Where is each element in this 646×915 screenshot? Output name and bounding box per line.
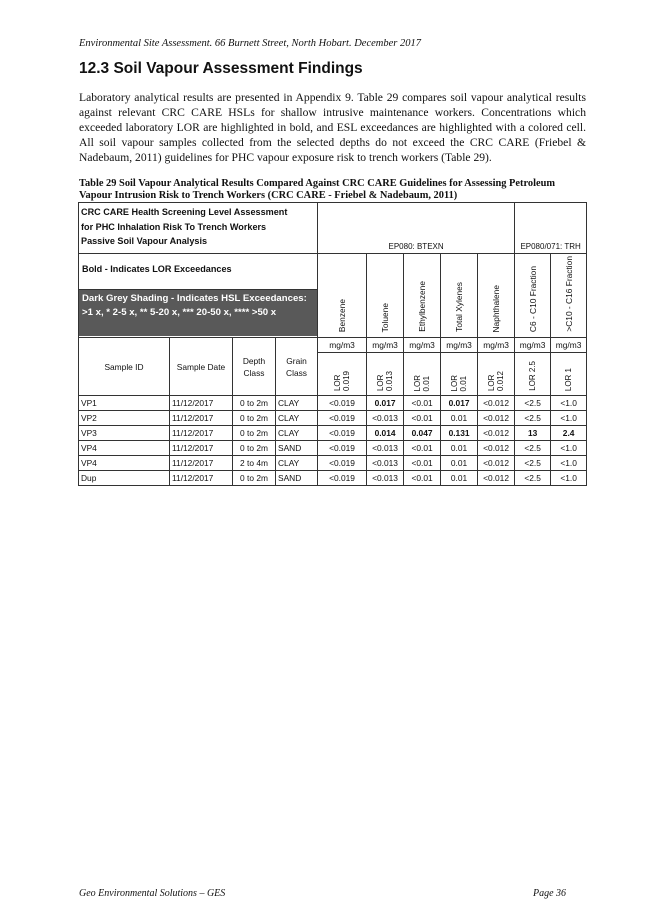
result-value-cell: <0.019 (318, 426, 367, 441)
analyte-label: Ethylbenzene (417, 281, 428, 332)
soil-vapour-results-table (78, 202, 587, 486)
result-value-cell: <1.0 (551, 456, 587, 471)
lor-cell (441, 353, 478, 396)
depth-class-cell: 0 to 2m (233, 471, 276, 486)
shading-note (79, 290, 317, 336)
table-row (79, 441, 587, 456)
result-value-cell: <0.013 (367, 471, 404, 486)
result-value-cell: <0.019 (318, 396, 367, 411)
result-value-cell: 0.014 (367, 426, 404, 441)
assessment-title-line2: for PHC Inhalation Risk To Trench Workers (81, 221, 267, 232)
analyte-header (441, 254, 478, 338)
result-value-cell: <0.01 (404, 441, 441, 456)
result-value-cell: 0.017 (367, 396, 404, 411)
result-value-cell: <1.0 (551, 471, 587, 486)
result-value-cell: <0.019 (318, 411, 367, 426)
unit-cell: mg/m3 (367, 338, 404, 353)
unit-cell: mg/m3 (478, 338, 515, 353)
table-caption: Table 29 Soil Vapour Analytical Results Compared Against CRC CARE Guidelines for Assessing Petroleum Vapour Intrusion Risk to Trench Workers (CRC CARE - Friebel & Nadebaum, 2011) (79, 178, 556, 202)
table-row (79, 471, 587, 486)
assessment-title-line3: Passive Soil Vapour Analysis (81, 236, 208, 246)
sample-id-cell: VP3 (79, 426, 170, 441)
result-value-cell: <2.5 (515, 411, 551, 426)
result-value-cell: 0.01 (441, 471, 478, 486)
result-value-cell: <0.01 (404, 396, 441, 411)
grain-class-cell: SAND (276, 441, 318, 456)
intro-paragraph: Laboratory analytical results are presented in Appendix 9. Table 29 compares soil vapour analytical results against relevant CRC CARE HSLs for shallow intrusive maintenance workers. Concentrations which exceeded laboratory LOR are highlighted in bold, and ESL exceedances are highlighted with a colored cell. All soil vapour samples collected from the selected depths do not exceed the CRC CARE (Friebel & Nadebaum, 2011) guidelines for PHC vapour exposure risk to trench workers (Table 29). (79, 91, 586, 165)
depth-class-cell: 2 to 4m (233, 456, 276, 471)
result-value-cell: <1.0 (551, 441, 587, 456)
result-value-cell: <1.0 (551, 411, 587, 426)
col-header-sample-id: Sample ID (79, 338, 170, 396)
bold-note: Bold - Indicates LOR Exceedances (79, 256, 317, 290)
sample-id-cell: VP4 (79, 441, 170, 456)
unit-cell: mg/m3 (515, 338, 551, 353)
running-header: Environmental Site Assessment. 66 Burnett Street, North Hobart. December 2017 (79, 38, 421, 49)
lor-cell (515, 353, 551, 396)
result-value-cell: 13 (515, 426, 551, 441)
result-value-cell: 0.01 (441, 456, 478, 471)
result-value-cell: <0.012 (478, 441, 515, 456)
footer-page-number: Page 36 (533, 888, 567, 899)
header-row-analytes (79, 254, 587, 338)
section-heading: 12.3 Soil Vapour Assessment Findings (79, 60, 363, 77)
result-value-cell: 0.01 (441, 441, 478, 456)
analyte-label: Toluene (380, 302, 391, 332)
shading-note-line1: Dark Grey Shading - Indicates HSL Exceedances: (82, 292, 307, 304)
analyte-label: Benzene (337, 298, 348, 332)
analyte-label: Naphthalene (491, 284, 502, 332)
shading-note-line2: >1 x, * 2-5 x, ** 5-20 x, *** 20-50 x, **** >50 x (82, 306, 277, 318)
analyte-header (404, 254, 441, 338)
col-header-grain-class: Grain Class (276, 338, 318, 396)
result-value-cell: <0.013 (367, 456, 404, 471)
legend-cell (79, 254, 318, 338)
lor-cell (478, 353, 515, 396)
footer-organisation: Geo Environmental Solutions – GES (79, 888, 226, 899)
result-value-cell: 0.01 (441, 411, 478, 426)
analyte-label: C6 - C10 Fraction (527, 265, 538, 332)
result-value-cell: <0.013 (367, 411, 404, 426)
unit-cell: mg/m3 (441, 338, 478, 353)
lor-label: LOR 0.019 (333, 370, 352, 391)
lor-cell (551, 353, 587, 396)
unit-cell: mg/m3 (551, 338, 587, 353)
results-table-container (78, 202, 586, 486)
unit-cell: mg/m3 (404, 338, 441, 353)
analyte-header (551, 254, 587, 338)
lor-label: LOR 1 (564, 367, 574, 391)
analyte-label: >C10 - C16 Fraction (563, 256, 574, 332)
result-value-cell: <0.012 (478, 396, 515, 411)
result-value-cell: 0.017 (441, 396, 478, 411)
table-row (79, 426, 587, 441)
result-value-cell: <0.01 (404, 411, 441, 426)
result-value-cell: <2.5 (515, 396, 551, 411)
grain-class-cell: CLAY (276, 411, 318, 426)
result-value-cell: <0.012 (478, 471, 515, 486)
result-value-cell: <0.019 (318, 471, 367, 486)
group-header-trh: EP080/071: TRH (515, 203, 587, 254)
table-row (79, 396, 587, 411)
analyte-header (367, 254, 404, 338)
table-row (79, 411, 587, 426)
col-header-depth-class: Depth Class (233, 338, 276, 396)
sample-date-cell: 11/12/2017 (170, 396, 233, 411)
lor-label: LOR 0.01 (450, 374, 469, 391)
sample-id-cell: VP1 (79, 396, 170, 411)
lor-label: LOR 0.01 (413, 374, 432, 391)
lor-label: LOR 2.5 (528, 361, 538, 391)
result-value-cell: <2.5 (515, 456, 551, 471)
result-value-cell: <0.01 (404, 471, 441, 486)
col-header-sample-date: Sample Date (170, 338, 233, 396)
result-value-cell: <0.019 (318, 441, 367, 456)
analyte-label: Total Xylenes (454, 282, 465, 332)
lor-cell (404, 353, 441, 396)
result-value-cell: 0.131 (441, 426, 478, 441)
sample-date-cell: 11/12/2017 (170, 456, 233, 471)
depth-class-cell: 0 to 2m (233, 426, 276, 441)
header-row-units (79, 338, 587, 353)
group-header-btexn: EP080: BTEXN (318, 203, 515, 254)
result-value-cell: <0.013 (367, 441, 404, 456)
result-value-cell: <0.012 (478, 426, 515, 441)
table-row (79, 456, 587, 471)
sample-id-cell: VP4 (79, 456, 170, 471)
grain-class-cell: CLAY (276, 456, 318, 471)
result-value-cell: <0.012 (478, 456, 515, 471)
analyte-header (318, 254, 367, 338)
lor-cell (367, 353, 404, 396)
result-value-cell: <0.01 (404, 456, 441, 471)
depth-class-cell: 0 to 2m (233, 411, 276, 426)
sample-date-cell: 11/12/2017 (170, 441, 233, 456)
result-value-cell: <0.012 (478, 411, 515, 426)
result-value-cell: <1.0 (551, 396, 587, 411)
analyte-header (515, 254, 551, 338)
lor-label: LOR 0.013 (376, 370, 395, 391)
lor-cell (318, 353, 367, 396)
lor-label: LOR 0.012 (487, 370, 506, 391)
result-value-cell: <2.5 (515, 441, 551, 456)
header-row-title (79, 203, 587, 254)
unit-cell: mg/m3 (318, 338, 367, 353)
assessment-title-line1: CRC CARE Health Screening Level Assessment (81, 207, 288, 217)
sample-id-cell: VP2 (79, 411, 170, 426)
analyte-header (478, 254, 515, 338)
depth-class-cell: 0 to 2m (233, 396, 276, 411)
result-value-cell: <2.5 (515, 471, 551, 486)
grain-class-cell: CLAY (276, 396, 318, 411)
sample-date-cell: 11/12/2017 (170, 426, 233, 441)
result-value-cell: 2.4 (551, 426, 587, 441)
assessment-title-cell (79, 203, 318, 254)
sample-id-cell: Dup (79, 471, 170, 486)
sample-date-cell: 11/12/2017 (170, 471, 233, 486)
grain-class-cell: SAND (276, 471, 318, 486)
result-value-cell: 0.047 (404, 426, 441, 441)
grain-class-cell: CLAY (276, 426, 318, 441)
depth-class-cell: 0 to 2m (233, 441, 276, 456)
sample-date-cell: 11/12/2017 (170, 411, 233, 426)
result-value-cell: <0.019 (318, 456, 367, 471)
